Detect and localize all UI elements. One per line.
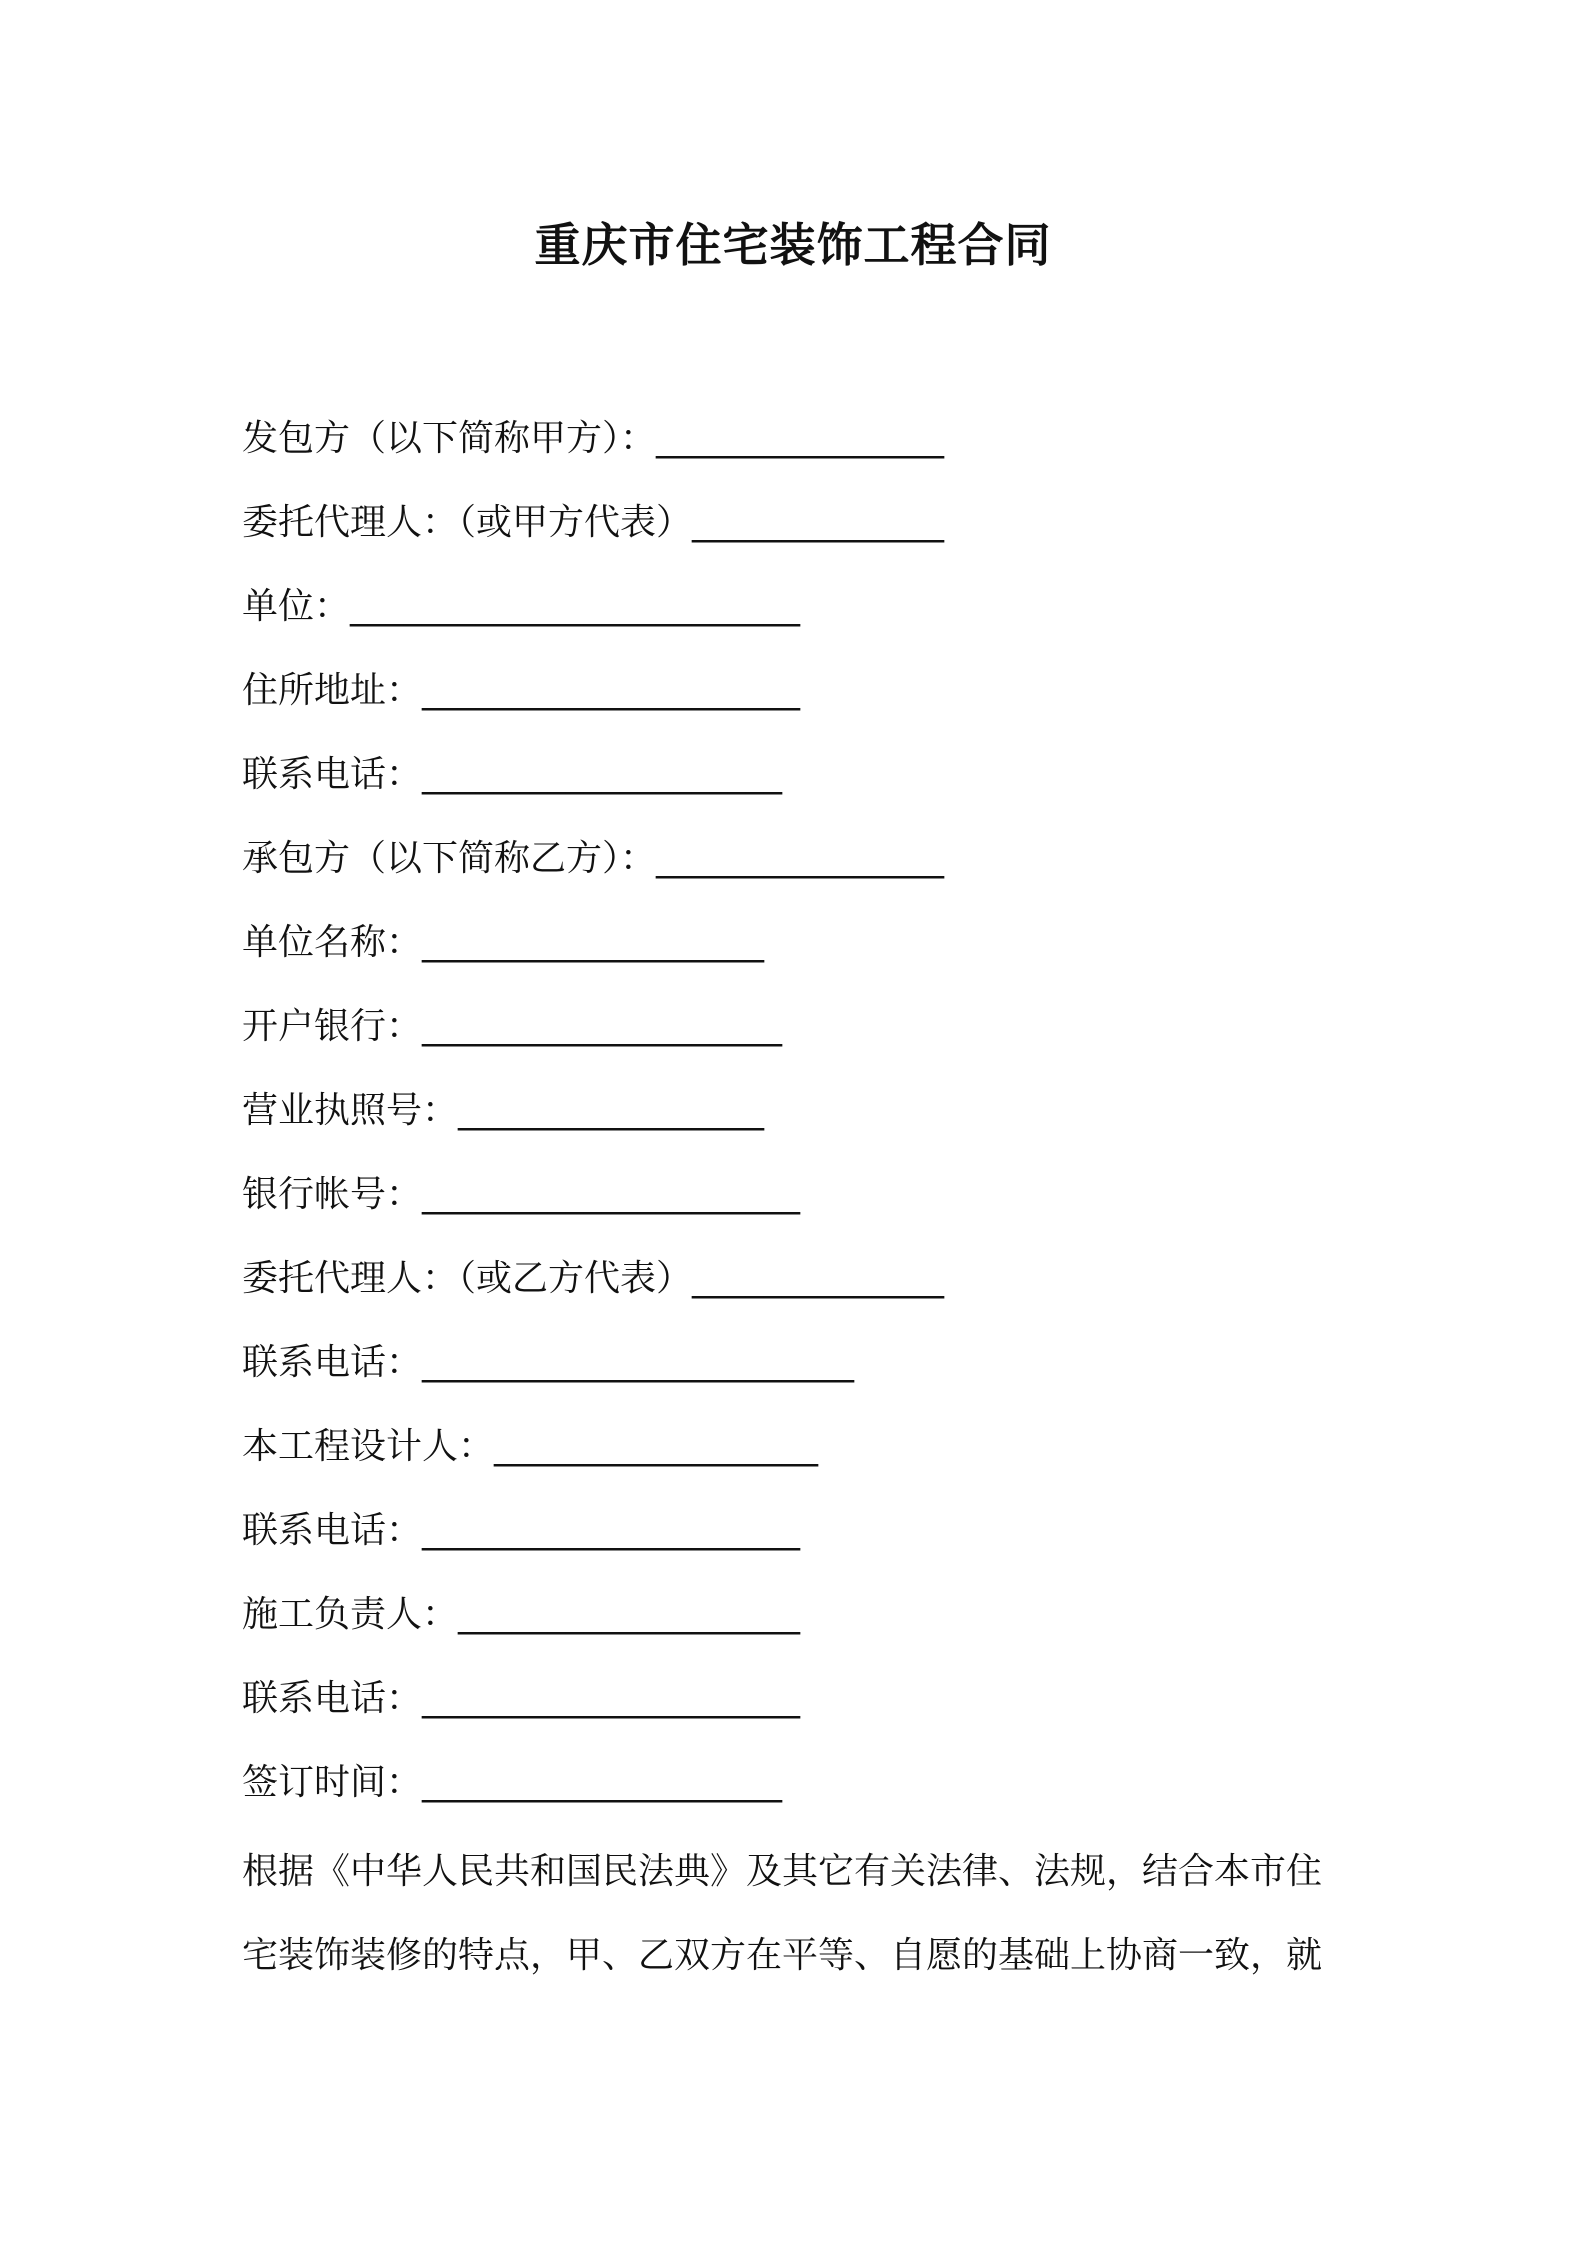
- business-license-field: 营业执照号：_________________: [242, 1090, 765, 1131]
- manager-phone-field: 联系电话：_____________________: [242, 1678, 801, 1719]
- contractor-party-field: 承包方（以下简称乙方）：________________: [242, 838, 945, 879]
- client-phone-field: 联系电话：____________________: [242, 754, 783, 795]
- contractor-unit-name-field: 单位名称：___________________: [242, 922, 765, 963]
- client-party-field: 发包方（以下简称甲方）：________________: [242, 418, 945, 459]
- construction-manager-field: 施工负责人：___________________: [242, 1594, 801, 1635]
- contractor-agent-field: 委托代理人：（或乙方代表）______________: [242, 1258, 945, 1299]
- bank-account-field: 银行帐号：_____________________: [242, 1174, 801, 1215]
- client-unit-field: 单位：_________________________: [242, 586, 801, 627]
- client-address-field: 住所地址：_____________________: [242, 670, 801, 711]
- party-info-fields: [242, 404, 1392, 1832]
- designer-field: 本工程设计人：__________________: [242, 1426, 819, 1467]
- client-agent-field: 委托代理人：（或甲方代表）______________: [242, 502, 945, 543]
- preamble-paragraph: [242, 1830, 1372, 1998]
- contractor-bank-field: 开户银行：____________________: [242, 1006, 783, 1047]
- designer-phone-field: 联系电话：_____________________: [242, 1510, 801, 1551]
- signing-date-field: 签订时间：____________________: [242, 1762, 783, 1803]
- paragraph-line: 根据《中华人民共和国民法典》及其它有关法律、法规，结合本市住: [242, 1851, 1323, 1892]
- paragraph-line: 宅装饰装修的特点，甲、乙双方在平等、自愿的基础上协商一致，就: [242, 1935, 1323, 1976]
- document-title: 重庆市住宅装饰工程合同: [534, 218, 1052, 272]
- contractor-phone-field: 联系电话：________________________: [242, 1342, 855, 1383]
